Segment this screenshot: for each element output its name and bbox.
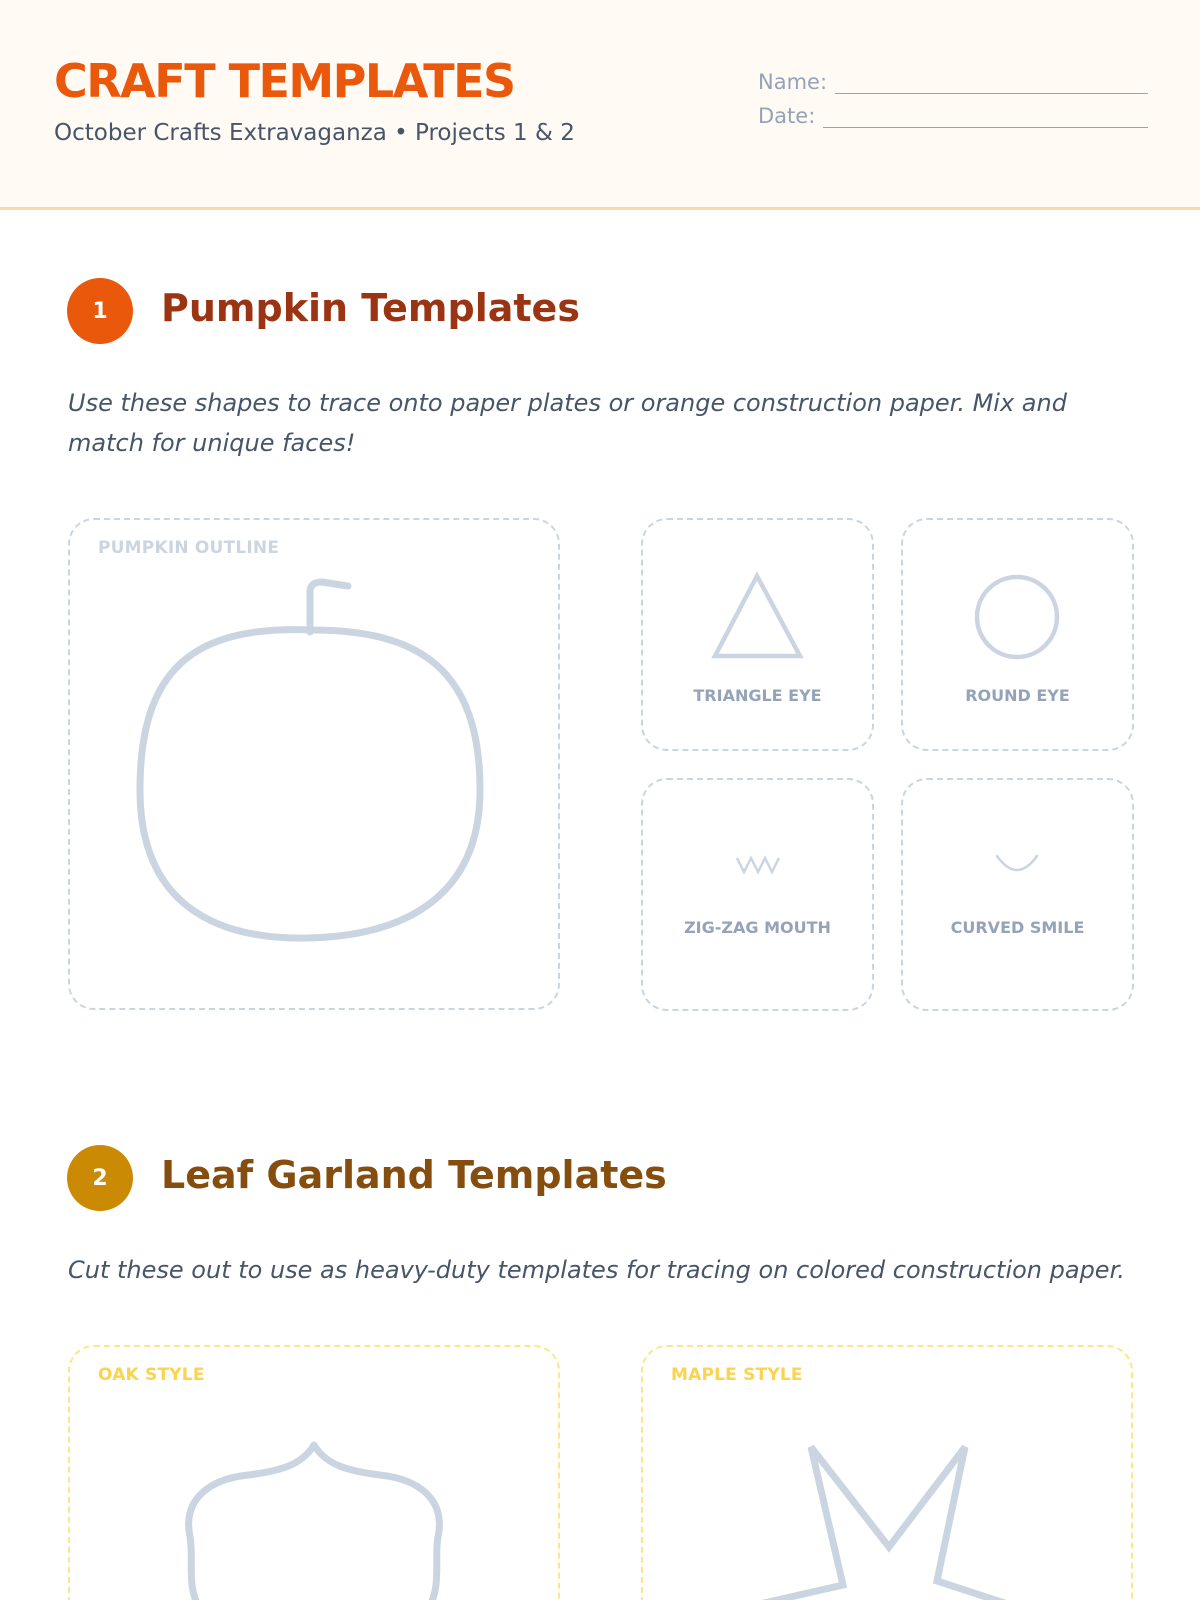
- section-description: Cut these out to use as heavy-duty templates for tracing on colored construction paper.: [68, 1256, 1125, 1284]
- section-number-badge: 2: [67, 1145, 133, 1211]
- name-field[interactable]: [758, 70, 1148, 94]
- section-title: Leaf Garland Templates: [161, 1153, 667, 1197]
- maple-style-card[interactable]: [641, 1345, 1133, 1600]
- page-header: [0, 0, 1200, 210]
- date-field[interactable]: [758, 104, 1148, 128]
- card-label: PUMPKIN OUTLINE: [98, 538, 280, 558]
- document-title: CRAFT TEMPLATES: [54, 54, 515, 108]
- oak-style-card[interactable]: [68, 1345, 560, 1600]
- round-eye-icon: [903, 520, 1136, 753]
- date-line[interactable]: [823, 110, 1148, 128]
- zigzag-mouth-icon: [643, 780, 876, 1013]
- oak-leaf-icon: [70, 1347, 562, 1600]
- zigzag-mouth-card[interactable]: [641, 778, 874, 1011]
- section-number-badge: 1: [67, 278, 133, 344]
- name-label: Name:: [758, 70, 828, 94]
- card-label: MAPLE STYLE: [671, 1365, 803, 1385]
- piece-label: TRIANGLE EYE: [693, 686, 822, 705]
- name-line[interactable]: [835, 76, 1148, 94]
- date-label: Date:: [758, 104, 816, 128]
- curved-smile-card[interactable]: [901, 778, 1134, 1011]
- triangle-eye-icon: [643, 520, 876, 753]
- curved-smile-icon: [903, 780, 1136, 1013]
- piece-label: ROUND EYE: [965, 686, 1070, 705]
- triangle-eye-card[interactable]: [641, 518, 874, 751]
- section-title: Pumpkin Templates: [161, 286, 580, 330]
- maple-leaf-icon: [643, 1347, 1135, 1600]
- piece-label: ZIG-ZAG MOUTH: [684, 918, 831, 937]
- document-subtitle: October Crafts Extravaganza • Projects 1 & 2: [54, 120, 575, 146]
- round-eye-card[interactable]: [901, 518, 1134, 751]
- piece-label: CURVED SMILE: [950, 918, 1085, 937]
- card-label: OAK STYLE: [98, 1365, 205, 1385]
- pumpkin-outline-icon: [70, 520, 562, 1012]
- pumpkin-outline-card[interactable]: [68, 518, 560, 1010]
- section-description: Use these shapes to trace onto paper plates or orange construction paper. Mix and match for unique faces!: [68, 389, 1067, 457]
